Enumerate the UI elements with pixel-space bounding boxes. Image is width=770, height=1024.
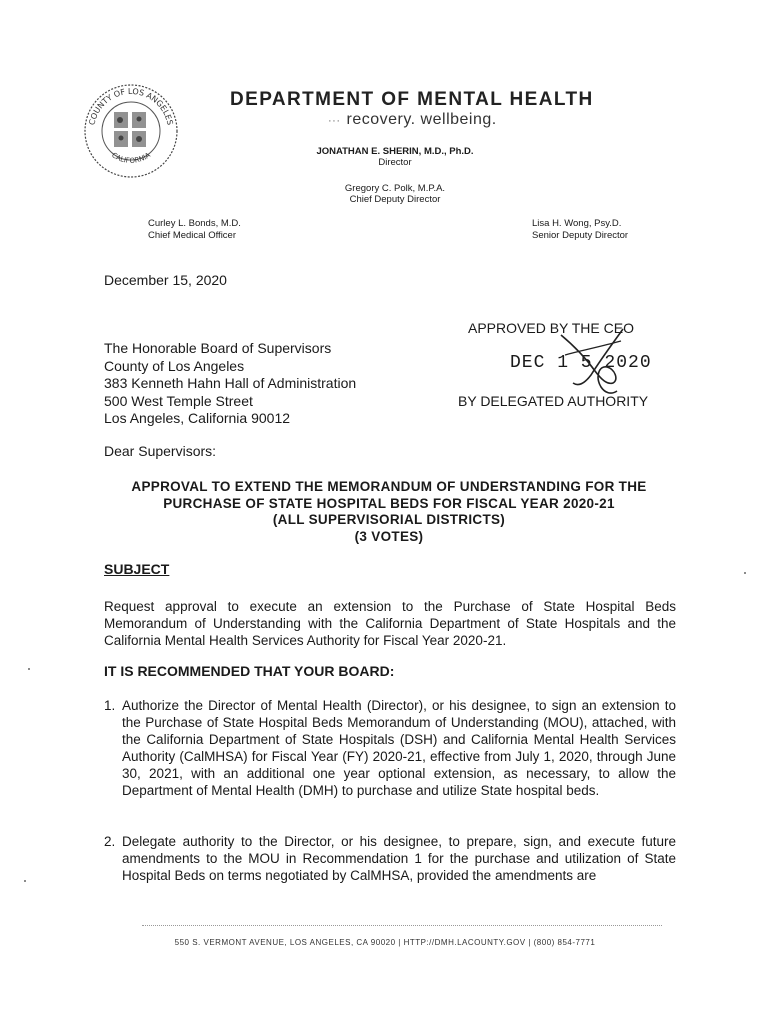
- medical-officer-name: Curley L. Bonds, M.D.: [148, 218, 241, 229]
- recommendation-item: [104, 833, 676, 884]
- handwritten-signature: [555, 325, 635, 403]
- address-line: County of Los Angeles: [104, 357, 245, 374]
- medical-officer-title: Chief Medical Officer: [148, 230, 236, 241]
- heading-line: (3 VOTES): [354, 528, 424, 544]
- svg-text:CALIFORNIA: CALIFORNIA: [110, 151, 152, 165]
- footer-address: 550 S. VERMONT AVENUE, LOS ANGELES, CA 90020 | HTTP://DMH.LACOUNTY.GOV | (800) 854-7771: [174, 938, 596, 947]
- recipient-address: [104, 340, 356, 428]
- address-line: The Honorable Board of Supervisors: [104, 340, 332, 356]
- salutation: Dear Supervisors:: [104, 443, 217, 459]
- chief-deputy-name: Gregory C. Polk, M.P.A.: [344, 183, 446, 194]
- subject-paragraph: Request approval to execute an extension to the Purchase of State Hospital Beds Memorandum of Understanding with the California Department of State Hospitals and the California Mental Health Services Authority for Fiscal Year 2020-21.: [104, 599, 676, 648]
- medical-officer-block: [148, 218, 241, 242]
- chief-deputy-title: Chief Deputy Director: [349, 194, 441, 205]
- department-tagline: [328, 111, 497, 129]
- county-seal-logo: [76, 76, 186, 186]
- recommendation-item: [104, 697, 676, 799]
- heading-line: (ALL SUPERVISORIAL DISTRICTS): [272, 512, 506, 527]
- recommendation-text: Delegate authority to the Director, or his designee, to prepare, sign, and execute future amendments to the MOU in Recommendation 1 for the purchase and utilization of State Hospital Beds on terms negotiated by CalMHSA, provided the amendments are: [122, 834, 676, 883]
- department-title: DEPARTMENT OF MENTAL HEALTH: [230, 89, 594, 110]
- address-line: Los Angeles, California 90012: [104, 410, 291, 426]
- heading-line: PURCHASE OF STATE HOSPITAL BEDS FOR FISCAL YEAR 2020-21: [163, 495, 615, 511]
- recommendation-number: 1.: [104, 698, 116, 713]
- senior-deputy-block: [532, 218, 628, 242]
- recommendations-heading: IT IS RECOMMENDED THAT YOUR BOARD:: [104, 663, 395, 679]
- recommendation-number: 2.: [104, 834, 116, 849]
- director-block: [250, 146, 540, 168]
- heading-line: APPROVAL TO EXTEND THE MEMORANDUM OF UNDERSTANDING FOR THE: [131, 479, 647, 494]
- svg-text:COUNTY OF LOS ANGELES: COUNTY OF LOS ANGELES: [87, 86, 175, 126]
- approval-stamp-date: DEC 1 5 2020: [510, 353, 652, 373]
- scan-speck: [24, 880, 26, 882]
- approval-stamp-title: APPROVED BY THE CEO: [468, 320, 634, 336]
- letter-heading: [108, 479, 670, 545]
- tagline-text: recovery. wellbeing.: [346, 111, 497, 128]
- director-name: JONATHAN E. SHERIN, M.D., Ph.D.: [316, 146, 474, 157]
- footer-divider: [142, 925, 662, 926]
- senior-deputy-name: Lisa H. Wong, Psy.D.: [532, 218, 622, 229]
- tagline-mark: ···: [328, 115, 341, 127]
- address-line: 500 West Temple Street: [104, 392, 253, 409]
- letter-date: December 15, 2020: [104, 272, 227, 288]
- scan-speck: [28, 668, 30, 670]
- approval-stamp-authority: BY DELEGATED AUTHORITY: [458, 393, 649, 409]
- senior-deputy-title: Senior Deputy Director: [532, 230, 629, 241]
- subject-heading: SUBJECT: [104, 561, 170, 577]
- chief-deputy-block: [250, 183, 540, 205]
- director-title: Director: [378, 157, 412, 168]
- address-line: 383 Kenneth Hahn Hall of Administration: [104, 375, 357, 391]
- scan-speck: [744, 572, 746, 574]
- recommendation-text: Authorize the Director of Mental Health (Director), or his designee, to sign an extension to the Purchase of State Hospital Beds Memorandum of Understanding (MOU), attached, with the California Department of State Hospitals (DSH) and California Mental Health Services Authority (CalMHSA) for Fiscal Year (FY) 2020-21, effective from July 1, 2020, through June 30, 2021, with an additional one year optional extension, as necessary, to allow the Department of Mental Health (DMH) to purchase and utilize State hospital beds.: [122, 698, 676, 798]
